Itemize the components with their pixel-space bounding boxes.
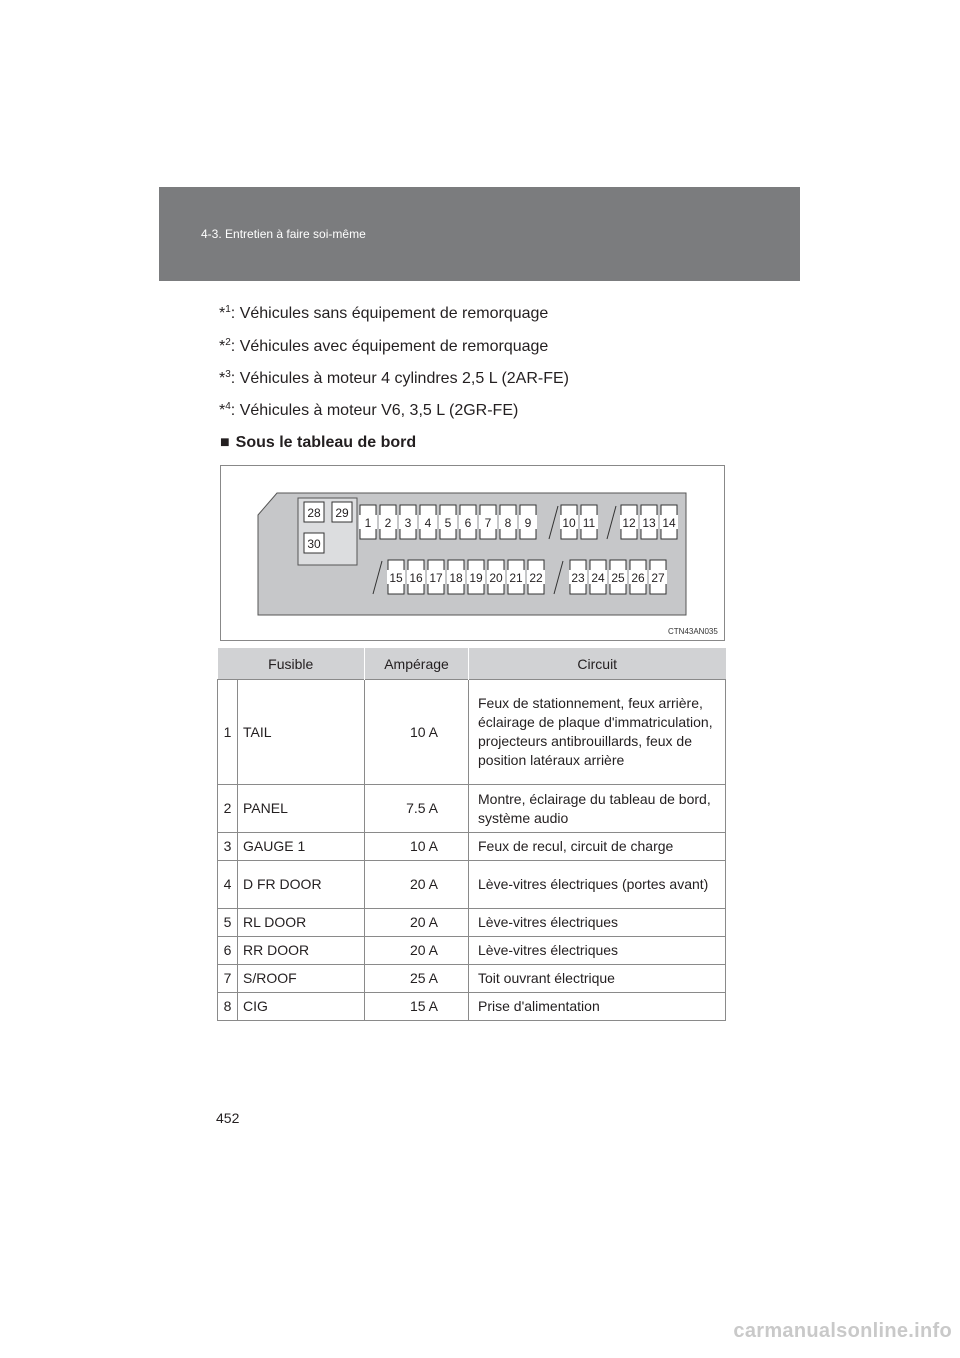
fuse-amperage: 10 A [365, 680, 469, 785]
fuse-label: 26 [631, 571, 645, 585]
fuse-number: 3 [218, 833, 238, 861]
relay-fuse-29 [332, 502, 352, 522]
table-row [218, 680, 726, 785]
fuse-number: 2 [218, 785, 238, 833]
chapter-header-bar [159, 187, 800, 281]
fuse-amperage: 15 A [365, 993, 469, 1021]
fuse-slot-11 [580, 505, 598, 539]
fuse-slot-1 [359, 505, 377, 539]
fuse-slot-16 [407, 560, 425, 594]
fuse-slot-23 [569, 560, 587, 594]
fuse-label: 12 [622, 516, 636, 530]
fuse-label: 3 [404, 516, 412, 530]
fuse-circuit: Montre, éclairage du tableau de bord, système audio [469, 785, 726, 833]
fuse-circuit: Lève-vitres électriques [469, 909, 726, 937]
fuse-amperage: 25 A [365, 965, 469, 993]
fuse-amperage: 20 A [365, 909, 469, 937]
fuse-circuit: Toit ouvrant électrique [469, 965, 726, 993]
fuse-label: 7 [484, 516, 492, 530]
section-subheading: ■ Sous le tableau de bord [220, 434, 417, 451]
fuse-label: 13 [642, 516, 656, 530]
fuse-circuit: Lève-vitres électriques (portes avant) [469, 861, 726, 909]
fuse-label: 30 [307, 537, 321, 551]
fuse-slot-17 [427, 560, 445, 594]
table-row [218, 965, 726, 993]
table-row [218, 861, 726, 909]
fuse-slot-3 [399, 505, 417, 539]
fuse-label: 2 [384, 516, 392, 530]
fuse-name: RL DOOR [238, 909, 365, 937]
fuse-name: RR DOOR [238, 937, 365, 965]
fuse-label: 5 [444, 516, 452, 530]
header-amperage: Ampérage [365, 648, 469, 680]
fuse-slot-24 [589, 560, 607, 594]
fuse-circuit: Prise d'alimentation [469, 993, 726, 1021]
fuse-amperage: 20 A [365, 937, 469, 965]
table-header-row [218, 648, 726, 680]
square-bullet-icon: ■ [220, 434, 230, 451]
header-fuse: Fusible [218, 648, 365, 680]
fuse-slot-14 [660, 505, 678, 539]
fuse-name: CIG [238, 993, 365, 1021]
fuse-amperage: 7.5 A [365, 785, 469, 833]
section-title: 4-3. Entretien à faire soi-même [201, 227, 366, 241]
fuse-label: 23 [571, 571, 585, 585]
fuse-amperage: 20 A [365, 861, 469, 909]
fuse-slot-5 [439, 505, 457, 539]
fuse-label: 20 [489, 571, 503, 585]
fuse-number: 8 [218, 993, 238, 1021]
watermark: carmanualsonline.info [733, 1320, 952, 1342]
fuse-slot-4 [419, 505, 437, 539]
fuse-slot-22 [527, 560, 545, 594]
fuse-name: TAIL [238, 680, 365, 785]
fuse-slot-6 [459, 505, 477, 539]
fuse-label: 25 [611, 571, 625, 585]
fuse-name: D FR DOOR [238, 861, 365, 909]
fuse-circuit: Feux de recul, circuit de charge [469, 833, 726, 861]
footnote-2: *$^2$: Véhicules avec équipement de remorquage [219, 337, 549, 355]
fuse-label: 11 [582, 516, 596, 530]
footnote-3: *$^3$: Véhicules à moteur 4 cylindres 2,5 L (2AR-FE) [219, 369, 570, 387]
fuse-label: 9 [524, 516, 532, 530]
fuse-slot-13 [640, 505, 658, 539]
fuse-slot-19 [467, 560, 485, 594]
fuse-label: 29 [335, 506, 349, 520]
fuse-slot-8 [499, 505, 517, 539]
fuse-slot-10 [560, 505, 578, 539]
table-row [218, 785, 726, 833]
fuse-slot-26 [629, 560, 647, 594]
fuse-slot-27 [649, 560, 667, 594]
fuse-label: 6 [464, 516, 472, 530]
relay-fuse-28 [304, 502, 324, 522]
fuse-label: 21 [509, 571, 523, 585]
fuse-table [217, 648, 726, 1021]
fuse-number: 5 [218, 909, 238, 937]
fuse-name: PANEL [238, 785, 365, 833]
footnote-1: *$^1$: Véhicules sans équipement de remorquage [219, 304, 549, 322]
relay-fuse-30 [304, 533, 324, 553]
fuse-label: 24 [591, 571, 605, 585]
table-row [218, 833, 726, 861]
table-row [218, 909, 726, 937]
table-row [218, 993, 726, 1021]
fuse-slot-7 [479, 505, 497, 539]
fuse-label: 10 [562, 516, 576, 530]
fuse-slot-9 [519, 505, 537, 539]
fuse-amperage: 10 A [365, 833, 469, 861]
fuse-number: 7 [218, 965, 238, 993]
fuse-label: 8 [504, 516, 512, 530]
fuse-label: 17 [429, 571, 443, 585]
footnote-4: *$^4$: Véhicules à moteur V6, 3,5 L (2GR-FE) [219, 401, 519, 419]
fuse-name: S/ROOF [238, 965, 365, 993]
fuse-label: 16 [409, 571, 423, 585]
fuse-box-diagram [220, 465, 725, 641]
fuse-slot-21 [507, 560, 525, 594]
fuse-label: 27 [651, 571, 665, 585]
fuse-circuit: Feux de stationnement, feux arrière, éclairage de plaque d'immatriculation, projecteurs antibrouillards, feux de position latéraux arrière [469, 680, 726, 785]
fuse-number: 4 [218, 861, 238, 909]
fuse-label: 1 [364, 516, 372, 530]
header-circuit: Circuit [469, 648, 726, 680]
fuse-slot-15 [387, 560, 405, 594]
fuse-slot-18 [447, 560, 465, 594]
fuse-circuit: Lève-vitres électriques [469, 937, 726, 965]
fuse-label: 19 [469, 571, 483, 585]
fuse-label: 18 [449, 571, 463, 585]
fuse-label: 22 [529, 571, 543, 585]
fuse-slot-2 [379, 505, 397, 539]
diagram-code: CTN43AN035 [668, 627, 718, 636]
fuse-slot-12 [620, 505, 638, 539]
fuse-name: GAUGE 1 [238, 833, 365, 861]
page-number: 452 [216, 1110, 240, 1126]
fuse-label: 28 [307, 506, 321, 520]
fuse-label: 4 [424, 516, 432, 530]
table-row [218, 937, 726, 965]
fuse-number: 6 [218, 937, 238, 965]
fuse-label: 15 [389, 571, 403, 585]
fuse-slot-20 [487, 560, 505, 594]
fuse-slot-25 [609, 560, 627, 594]
fuse-label: 14 [662, 516, 676, 530]
fuse-number: 1 [218, 680, 238, 785]
